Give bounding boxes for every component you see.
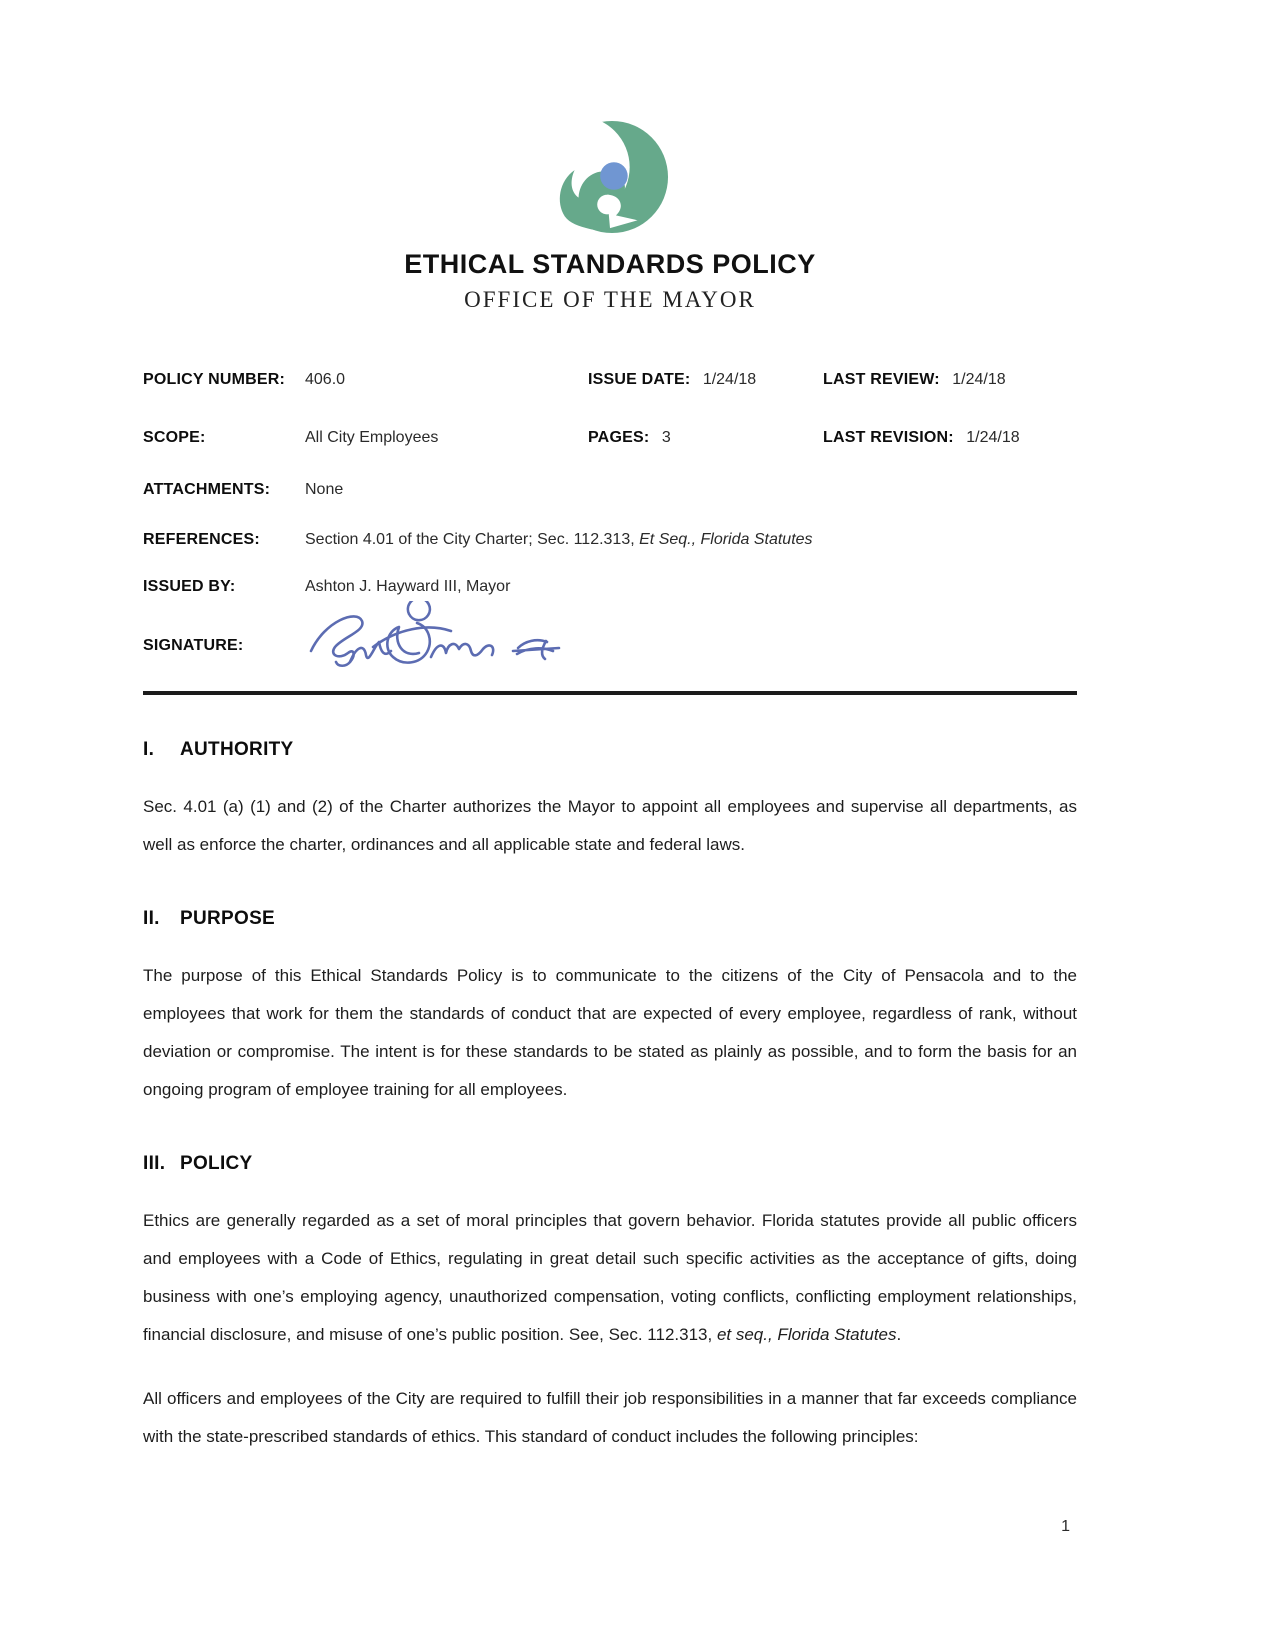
references-label: REFERENCES: [143, 531, 260, 549]
section-number: III. [143, 1153, 166, 1174]
section-title: AUTHORITY [180, 739, 294, 760]
policy-metadata-table [143, 349, 1077, 683]
last-revision-label: LAST REVISION: [823, 429, 954, 447]
policy-paragraph-1 [143, 1202, 1077, 1354]
last-revision-value: 1/24/18 [966, 429, 1020, 447]
document-subtitle: OFFICE OF THE MAYOR [464, 287, 756, 312]
header-divider-rule [143, 691, 1077, 695]
references-text: Section 4.01 of the City Charter; Sec. 112.313, [305, 531, 640, 548]
last-review-label: LAST REVIEW: [823, 371, 940, 389]
mayor-signature-icon [305, 601, 573, 681]
references-value [305, 531, 1077, 549]
section-number: I. [143, 739, 155, 760]
issue-date [588, 369, 823, 391]
policy-number-value: 406.0 [305, 371, 346, 388]
signature-label: SIGNATURE: [143, 637, 244, 655]
policy-citation-italic: et seq., Florida Statutes [716, 1325, 897, 1344]
last-review-value: 1/24/18 [952, 371, 1006, 389]
authority-paragraph: Sec. 4.01 (a) (1) and (2) of the Charter authorizes the Mayor to appoint all employees and supervise all departments, as well as enforce the charter, ordinances and all applicable state and federal laws. [143, 797, 1077, 854]
attachments-value: None [305, 481, 344, 498]
policy-paragraph-2: All officers and employees of the City are required to fulfill their job responsibilities in a manner that far exceeds compliance with the state-prescribed standards of ethics. This standard of conduct includes the following principles: [143, 1389, 1077, 1446]
signature [305, 601, 1077, 686]
section-heading-purpose [143, 908, 1077, 930]
issue-date-label: ISSUE DATE: [588, 371, 691, 389]
section-number: II. [143, 908, 160, 929]
attachments-label: ATTACHMENTS: [143, 481, 271, 499]
purpose-paragraph: The purpose of this Ethical Standards Policy is to communicate to the citizens of the City of Pensacola and to the employees that work for them the standards of conduct that are expected of every employee, regardless of rank, without deviation or compromise. The intent is for these standards to be stated as plainly as possible, and to form the basis for an ongoing program of employee training for all employees. [143, 966, 1077, 1099]
issued-by-label: ISSUED BY: [143, 578, 236, 596]
references-citation-italic: Et Seq., Florida Statutes [639, 531, 813, 548]
section-heading-authority [143, 739, 1077, 761]
last-revision [823, 427, 1077, 449]
pages-value: 3 [661, 429, 671, 447]
page-number: 1 [1061, 1518, 1070, 1535]
last-review [823, 369, 1077, 391]
scope-label: SCOPE: [143, 429, 206, 447]
section-title: PURPOSE [180, 908, 276, 929]
section-heading-policy [143, 1153, 1077, 1175]
city-of-pensacola-logo-icon [550, 118, 670, 236]
pages-label: PAGES: [588, 429, 650, 447]
logo-blue-circle [600, 162, 628, 190]
policy-number-label: POLICY NUMBER: [143, 371, 286, 389]
policy-text-end: . [896, 1325, 902, 1344]
issued-by-value: Ashton J. Hayward III, Mayor [305, 578, 511, 595]
policy-text: Ethics are generally regarded as a set of moral principles that govern behavior. Florida statutes provide all public officers and employees with a Code of Ethics, regulating in great detail such specific activities as the acceptance of gifts, doing business with one’s employing agency, unauthorized compensation, voting conflicts, conflicting employment relationships, financial disclosure, and misuse of one’s public position. See, Sec. 112.313, [143, 1211, 1077, 1344]
pages [588, 427, 823, 449]
section-title: POLICY [180, 1153, 253, 1174]
issue-date-value: 1/24/18 [702, 371, 757, 389]
header [143, 0, 1077, 313]
scope-value: All City Employees [305, 429, 439, 446]
document-title: ETHICAL STANDARDS POLICY [404, 249, 816, 279]
